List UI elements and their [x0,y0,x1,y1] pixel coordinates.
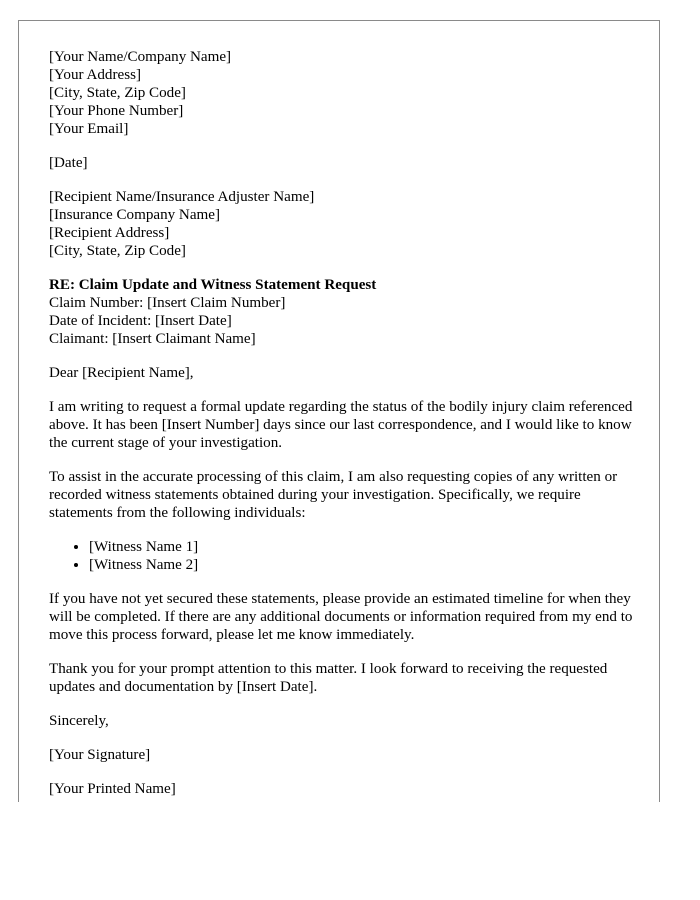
signoff: Sincerely, [49,713,109,729]
letter-content [49,48,639,802]
body-paragraph-1: I am writing to request a formal update regarding the status of the bodily injury claim referenced above. It has been [Insert Number] days since our last correspondence, and I would like to know the current stage of your investigation. [49,399,633,451]
recipient-name: [Recipient Name/Insurance Adjuster Name] [49,189,315,205]
recipient-address: [Recipient Address] [49,225,170,241]
letter-date: [Date] [49,155,88,171]
claimant: Claimant: [Insert Claimant Name] [49,331,256,347]
recipient-block [49,188,639,260]
sender-phone: [Your Phone Number] [49,103,184,119]
witness-list [49,538,639,574]
date-of-incident: Date of Incident: [Insert Date] [49,313,232,329]
sender-city: [City, State, Zip Code] [49,85,186,101]
body-paragraph-2: To assist in the accurate processing of this claim, I am also requesting copies of any written or recorded witness statements obtained during your investigation. Specifically, we require statements from the following individuals: [49,469,618,521]
re-subject: RE: Claim Update and Witness Statement Request [49,277,377,293]
recipient-city: [City, State, Zip Code] [49,243,186,259]
closing-paragraph-1: If you have not yet secured these statements, please provide an estimated timeline for when they will be completed. If there are any additional documents or information required from my end to move this process forward, please let me know immediately. [49,591,633,643]
sender-name: [Your Name/Company Name] [49,49,232,65]
witness-item-1: • [Witness Name 1] [89,538,639,556]
closing-paragraph-2: Thank you for your prompt attention to this matter. I look forward to receiving the requested updates and documentation by [Insert Date]. [49,661,608,695]
letter-page [18,20,660,802]
printed-name: [Your Printed Name] [49,781,176,797]
sender-block [49,48,639,138]
signature: [Your Signature] [49,747,151,763]
re-block [49,276,639,348]
recipient-company: [Insurance Company Name] [49,207,220,223]
claim-number: Claim Number: [Insert Claim Number] [49,295,286,311]
salutation: Dear [Recipient Name], [49,365,194,381]
sender-address: [Your Address] [49,67,141,83]
sender-email: [Your Email] [49,121,129,137]
date-block [49,154,639,172]
witness-item-2: • [Witness Name 2] [89,556,639,574]
